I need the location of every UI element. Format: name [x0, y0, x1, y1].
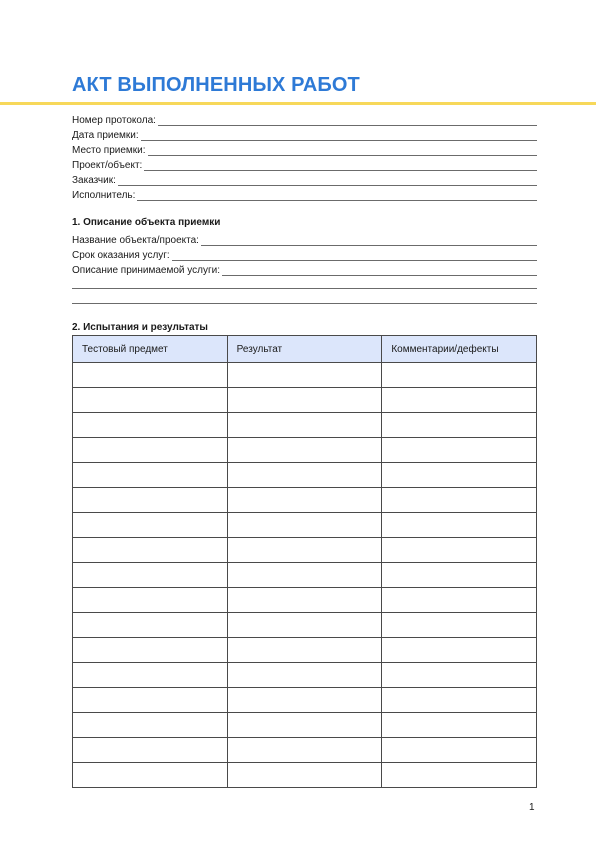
- result-cell[interactable]: [227, 738, 382, 763]
- comments-cell[interactable]: [382, 738, 537, 763]
- field-label: Исполнитель:: [72, 190, 136, 201]
- comments-cell[interactable]: [382, 363, 537, 388]
- comments-cell[interactable]: [382, 538, 537, 563]
- section1-title: 1. Описание объекта приемки: [72, 217, 221, 228]
- test-item-cell[interactable]: [73, 463, 228, 488]
- comments-cell[interactable]: [382, 413, 537, 438]
- field-object-name[interactable]: [72, 232, 537, 247]
- table-header-row: [73, 336, 537, 363]
- result-cell[interactable]: [227, 763, 382, 788]
- table-row: [73, 463, 537, 488]
- result-cell[interactable]: [227, 438, 382, 463]
- test-item-cell[interactable]: [73, 388, 228, 413]
- result-cell[interactable]: [227, 388, 382, 413]
- section2-title: 2. Испытания и результаты: [72, 322, 208, 333]
- fill-line: [148, 145, 537, 156]
- table-row: [73, 713, 537, 738]
- result-cell[interactable]: [227, 688, 382, 713]
- title-accent-rule: [0, 102, 596, 105]
- test-item-cell[interactable]: [73, 363, 228, 388]
- comments-cell[interactable]: [382, 588, 537, 613]
- table-row: [73, 663, 537, 688]
- result-cell[interactable]: [227, 638, 382, 663]
- table-row: [73, 563, 537, 588]
- fill-line: [158, 115, 537, 126]
- comments-cell[interactable]: [382, 688, 537, 713]
- table-row: [73, 363, 537, 388]
- description-continuation-line[interactable]: [72, 288, 537, 289]
- table-row: [73, 763, 537, 788]
- test-item-cell[interactable]: [73, 638, 228, 663]
- test-item-cell[interactable]: [73, 563, 228, 588]
- table-row: [73, 413, 537, 438]
- test-item-cell[interactable]: [73, 663, 228, 688]
- results-table-body: [73, 363, 537, 788]
- table-row: [73, 388, 537, 413]
- result-cell[interactable]: [227, 563, 382, 588]
- field-contractor[interactable]: [72, 187, 537, 202]
- field-label: Описание принимаемой услуги:: [72, 265, 220, 276]
- comments-cell[interactable]: [382, 563, 537, 588]
- fill-line: [137, 190, 537, 201]
- field-service-term[interactable]: [72, 247, 537, 262]
- fill-line: [201, 235, 537, 246]
- field-customer[interactable]: [72, 172, 537, 187]
- test-item-cell[interactable]: [73, 488, 228, 513]
- test-item-cell[interactable]: [73, 513, 228, 538]
- result-cell[interactable]: [227, 588, 382, 613]
- table-row: [73, 738, 537, 763]
- comments-cell[interactable]: [382, 488, 537, 513]
- test-item-cell[interactable]: [73, 438, 228, 463]
- fill-line: [118, 175, 537, 186]
- field-label: Название объекта/проекта:: [72, 235, 199, 246]
- test-item-cell[interactable]: [73, 763, 228, 788]
- description-continuation-line[interactable]: [72, 303, 537, 304]
- comments-cell[interactable]: [382, 713, 537, 738]
- field-protocol-number[interactable]: [72, 112, 537, 127]
- column-header-test-item: Тестовый предмет: [73, 336, 228, 363]
- field-label: Заказчик:: [72, 175, 116, 186]
- field-service-description[interactable]: [72, 262, 537, 277]
- comments-cell[interactable]: [382, 513, 537, 538]
- table-row: [73, 588, 537, 613]
- table-row: [73, 513, 537, 538]
- field-acceptance-place[interactable]: [72, 142, 537, 157]
- result-cell[interactable]: [227, 463, 382, 488]
- column-header-comments: Комментарии/дефекты: [382, 336, 537, 363]
- field-label: Проект/объект:: [72, 160, 143, 171]
- test-item-cell[interactable]: [73, 413, 228, 438]
- page-number: 1: [529, 802, 535, 813]
- result-cell[interactable]: [227, 488, 382, 513]
- table-row: [73, 488, 537, 513]
- comments-cell[interactable]: [382, 663, 537, 688]
- table-row: [73, 438, 537, 463]
- table-row: [73, 613, 537, 638]
- field-label: Место приемки:: [72, 145, 146, 156]
- field-label: Срок оказания услуг:: [72, 250, 170, 261]
- table-row: [73, 638, 537, 663]
- comments-cell[interactable]: [382, 613, 537, 638]
- fill-line: [172, 250, 537, 261]
- test-item-cell[interactable]: [73, 738, 228, 763]
- field-label: Дата приемки:: [72, 130, 139, 141]
- test-item-cell[interactable]: [73, 613, 228, 638]
- comments-cell[interactable]: [382, 763, 537, 788]
- test-item-cell[interactable]: [73, 538, 228, 563]
- table-row: [73, 688, 537, 713]
- comments-cell[interactable]: [382, 438, 537, 463]
- comments-cell[interactable]: [382, 463, 537, 488]
- result-cell[interactable]: [227, 413, 382, 438]
- table-row: [73, 538, 537, 563]
- fill-line: [144, 160, 537, 171]
- result-cell[interactable]: [227, 513, 382, 538]
- field-project[interactable]: [72, 157, 537, 172]
- fill-line: [141, 130, 537, 141]
- result-cell[interactable]: [227, 713, 382, 738]
- fill-line: [222, 265, 537, 276]
- field-label: Номер протокола:: [72, 115, 156, 126]
- results-table: [72, 335, 537, 788]
- comments-cell[interactable]: [382, 388, 537, 413]
- test-item-cell[interactable]: [73, 688, 228, 713]
- result-cell[interactable]: [227, 363, 382, 388]
- column-header-result: Результат: [227, 336, 382, 363]
- test-item-cell[interactable]: [73, 588, 228, 613]
- result-cell[interactable]: [227, 663, 382, 688]
- result-cell[interactable]: [227, 613, 382, 638]
- comments-cell[interactable]: [382, 638, 537, 663]
- test-item-cell[interactable]: [73, 713, 228, 738]
- result-cell[interactable]: [227, 538, 382, 563]
- field-acceptance-date[interactable]: [72, 127, 537, 142]
- document-title: АКТ ВЫПОЛНЕННЫХ РАБОТ: [72, 74, 360, 96]
